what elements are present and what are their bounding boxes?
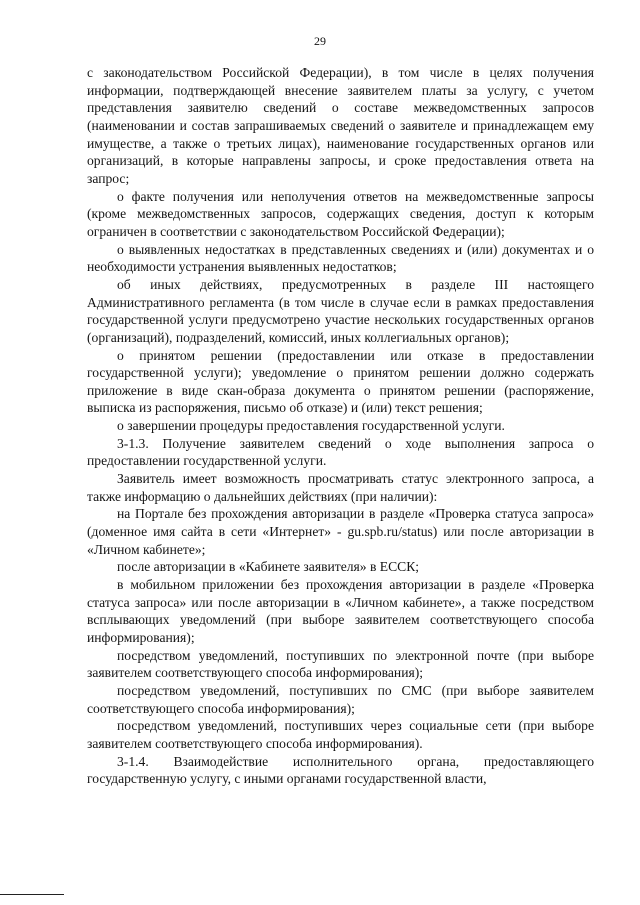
paragraph: о завершении процедуры предоставления государственной услуги. — [117, 418, 505, 434]
paragraph: на Портале без прохождения авторизации в разделе «Проверка статуса запроса» (доменное имя сайта в сети «Интернет» - gu.spb.ru/status) или после авторизации в «Личном кабинете»; — [87, 506, 594, 557]
page-number: 29 — [314, 34, 326, 48]
paragraph: об иных действиях, предусмотренных в разделе III настоящего Административного регламента (в том числе в случае если в рамках предоставления государственной услуги предусмотрено участие нескольких государственных органов (организаций), подразделений, комиссий, иных коллегиальных органов); — [87, 276, 594, 345]
paragraph: о принятом решении (предоставлении или отказе в предоставлении государственной услуги); уведомление о принятом решении должно содержать приложение в виде скан-образа документа о принятом решении (распоряжение, выписка из распоряжения, письмо об отказе) и (или) текст решения; — [87, 347, 594, 416]
paragraph: Заявитель имеет возможность просматривать статус электронного запроса, а также информацию о дальнейших действиях (при наличии): — [87, 471, 594, 504]
paragraph: посредством уведомлений, поступивших через социальные сети (при выборе заявителем соответствующего способа информирования). — [87, 718, 594, 751]
paragraph: о факте получения или неполучения ответов на межведомственные запросы (кроме межведомственных запросов, содержащих сведения, доступ к которым ограничен в соответствии с законодательством Российской Федерации); — [87, 188, 594, 239]
paragraph: 3-1.4. Взаимодействие исполнительного органа, предоставляющего государственную услугу, с иными органами государственной власти, — [87, 753, 594, 787]
paragraph: после авторизации в «Кабинете заявителя» в ЕССК; — [117, 559, 420, 575]
paragraph: о выявленных недостатках в представленных сведениях и (или) документах и о необходимости устранения выявленных недостатков; — [87, 241, 594, 275]
paragraph: посредством уведомлений, поступивших по электронной почте (при выборе заявителем соответствующего способа информирования); — [87, 647, 594, 681]
document-body — [87, 64, 594, 788]
paragraph: с законодательством Российской Федерации), в том числе в целях получения информации, подтверждающей внесение заявителем платы за услугу, с учетом представления заявителю сведений о составе межведомственных запросов (наименовании и состав запрашиваемых сведений о заявителе и принадлежащем ему имуществе, а также о третьих лицах), наименование государственных органов или организаций, в которые направлены запросы, и сроке предоставления ответа на запрос; — [87, 65, 594, 186]
paragraph: в мобильном приложении без прохождения авторизации в разделе «Проверка статуса запроса» или после авторизации в «Личном кабинете», а также посредством всплывающих уведомлений (при выборе заявителем соответствующего способа информирования); — [87, 577, 594, 645]
paragraph: 3-1.3. Получение заявителем сведений о ходе выполнения запроса о предоставлении государственной услуги. — [87, 435, 594, 469]
footer-rule — [0, 894, 64, 895]
paragraph: посредством уведомлений, поступивших по СМС (при выборе заявителем соответствующего способа информирования); — [87, 682, 594, 716]
